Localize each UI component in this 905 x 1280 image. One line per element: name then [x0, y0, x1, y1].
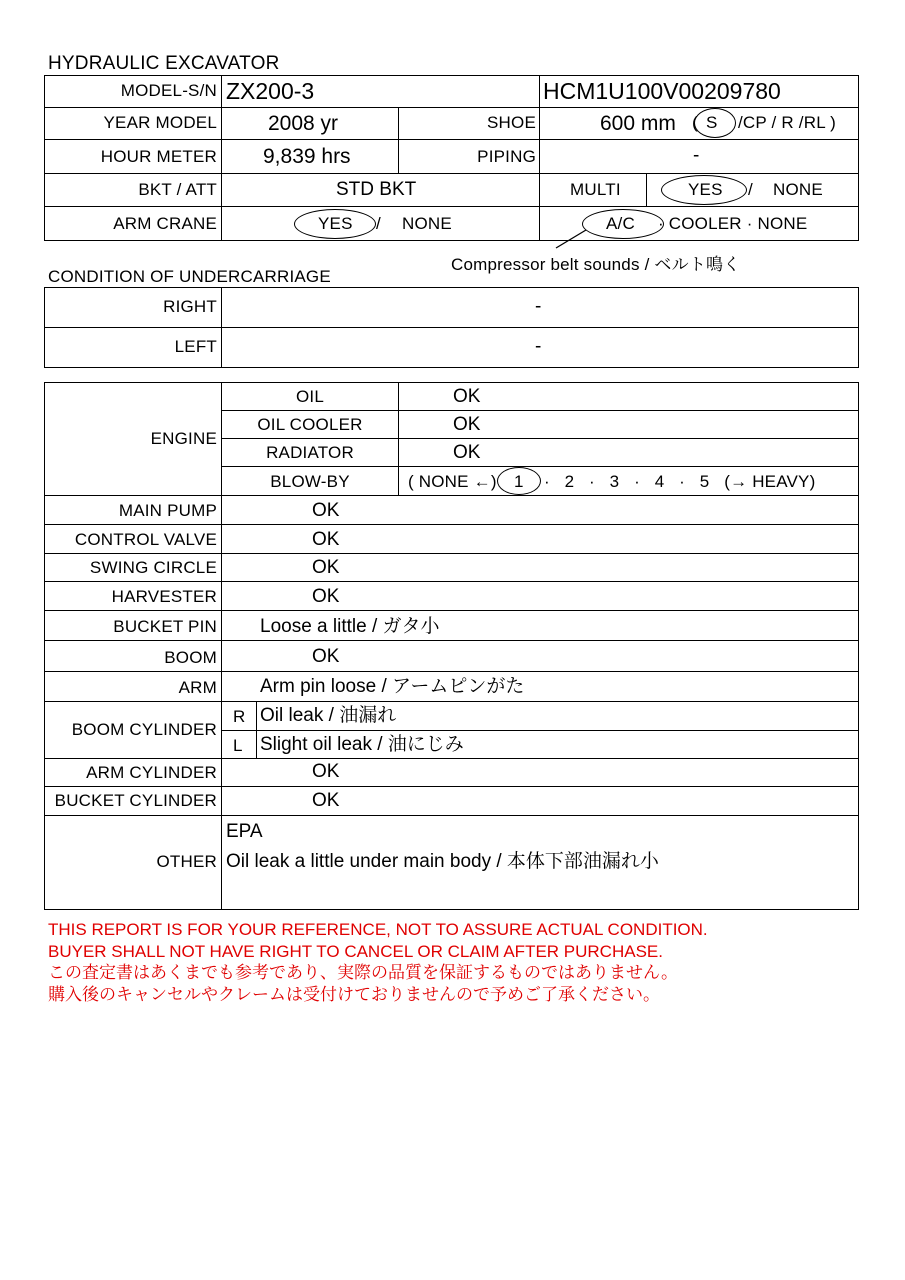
- boom-label: BOOM: [164, 648, 217, 667]
- crane-none: NONE: [402, 214, 452, 233]
- engine-oil-value: OK: [453, 386, 481, 407]
- ac-note: Compressor belt sounds / ベルト鳴く: [451, 255, 741, 274]
- main-pump-value: OK: [312, 500, 340, 521]
- shoe-option-s: S: [706, 113, 718, 132]
- blowby-level-1: 1: [514, 472, 524, 491]
- arm-cylinder-value: OK: [312, 761, 340, 782]
- model-value: ZX200-3: [226, 78, 315, 104]
- arm-cylinder-label: ARM CYLINDER: [86, 763, 217, 782]
- other-line-1: EPA: [226, 821, 263, 842]
- multi-none: NONE: [773, 180, 823, 199]
- engine-oil-cooler-value: OK: [453, 414, 481, 435]
- undercarriage-right-value: -: [535, 296, 542, 317]
- swing-circle-value: OK: [312, 557, 340, 578]
- other-label: OTHER: [156, 852, 217, 871]
- crane-separator: /: [376, 214, 381, 233]
- bucket-pin-value: Loose a little / ガタ小: [260, 616, 440, 637]
- arm-crane-label: ARM CRANE: [113, 214, 217, 233]
- boom-value: OK: [312, 646, 340, 667]
- multi-separator: /: [748, 180, 753, 199]
- engine-oil-cooler-label: OIL COOLER: [257, 415, 363, 434]
- report-title: HYDRAULIC EXCAVATOR: [48, 53, 280, 74]
- disclaimer-line-1: THIS REPORT IS FOR YOUR REFERENCE, NOT TO ASSURE ACTUAL CONDITION.: [48, 920, 708, 939]
- bkt-att-value: STD BKT: [336, 179, 417, 200]
- control-valve-label: CONTROL VALVE: [74, 530, 217, 549]
- blowby-scale: · 2 · 3 · 4 · 5 (→ HEAVY): [544, 472, 816, 491]
- hour-meter-label: HOUR METER: [100, 147, 217, 166]
- disclaimer-line-3: この査定書はあくまでも参考であり、実際の品質を保証するものではありません。: [48, 963, 679, 982]
- undercarriage-left-label: LEFT: [174, 337, 217, 356]
- bkt-att-label: BKT / ATT: [138, 180, 217, 199]
- engine-radiator-label: RADIATOR: [266, 443, 354, 462]
- year-model-label: YEAR MODEL: [103, 113, 217, 132]
- crane-yes: YES: [318, 214, 353, 233]
- arm-value: Arm pin loose / アームピンがた: [260, 676, 525, 697]
- control-valve-value: OK: [312, 529, 340, 550]
- engine-oil-label: OIL: [295, 387, 324, 406]
- engine-blowby-label: BLOW-BY: [270, 472, 350, 491]
- disclaimer-line-2: BUYER SHALL NOT HAVE RIGHT TO CANCEL OR CLAIM AFTER PURCHASE.: [48, 942, 663, 961]
- boom-cylinder-label: BOOM CYLINDER: [71, 720, 217, 739]
- shoe-open-paren: (: [692, 113, 698, 132]
- undercarriage-right-label: RIGHT: [163, 297, 217, 316]
- callout-line: [550, 228, 600, 252]
- other-line-2: Oil leak a little under main body / 本体下部油漏れ小: [226, 851, 659, 872]
- shoe-options: /CP / R /RL ): [738, 113, 837, 132]
- undercarriage-left-value: -: [535, 336, 542, 357]
- bucket-cylinder-value: OK: [312, 790, 340, 811]
- boom-cylinder-r-value: Oil leak / 油漏れ: [260, 705, 397, 726]
- bucket-cylinder-label: BUCKET CYLINDER: [54, 791, 217, 810]
- swing-circle-label: SWING CIRCLE: [89, 558, 217, 577]
- harvester-value: OK: [312, 586, 340, 607]
- engine-radiator-value: OK: [453, 442, 481, 463]
- undercarriage-title: CONDITION OF UNDERCARRIAGE: [48, 267, 331, 286]
- piping-label: PIPING: [477, 147, 536, 166]
- blowby-none: ( NONE ←): [408, 472, 497, 491]
- ac-option: A/C: [606, 214, 635, 233]
- year-model-value: 2008 yr: [268, 112, 339, 135]
- shoe-label: SHOE: [487, 113, 536, 132]
- arm-label: ARM: [178, 678, 217, 697]
- main-pump-label: MAIN PUMP: [118, 501, 217, 520]
- boom-cylinder-l-side: L: [233, 736, 243, 755]
- hour-meter-value: 9,839 hrs: [263, 145, 351, 168]
- piping-value: -: [693, 145, 700, 166]
- shoe-size: 600 mm: [600, 112, 676, 135]
- engine-label: ENGINE: [150, 429, 217, 448]
- multi-label: MULTI: [570, 180, 621, 199]
- serial-number: HCM1U100V00209780: [543, 78, 781, 104]
- disclaimer-line-4: 購入後のキャンセルやクレームは受付けておりませんので予めご了承ください。: [48, 985, 660, 1004]
- harvester-label: HARVESTER: [111, 587, 217, 606]
- bucket-pin-label: BUCKET PIN: [113, 617, 217, 636]
- multi-yes: YES: [688, 180, 723, 199]
- boom-cylinder-r-side: R: [233, 707, 246, 726]
- boom-cylinder-l-value: Slight oil leak / 油にじみ: [260, 734, 464, 755]
- model-sn-label: MODEL-S/N: [120, 81, 217, 100]
- ac-options: · COOLER · NONE: [658, 214, 808, 233]
